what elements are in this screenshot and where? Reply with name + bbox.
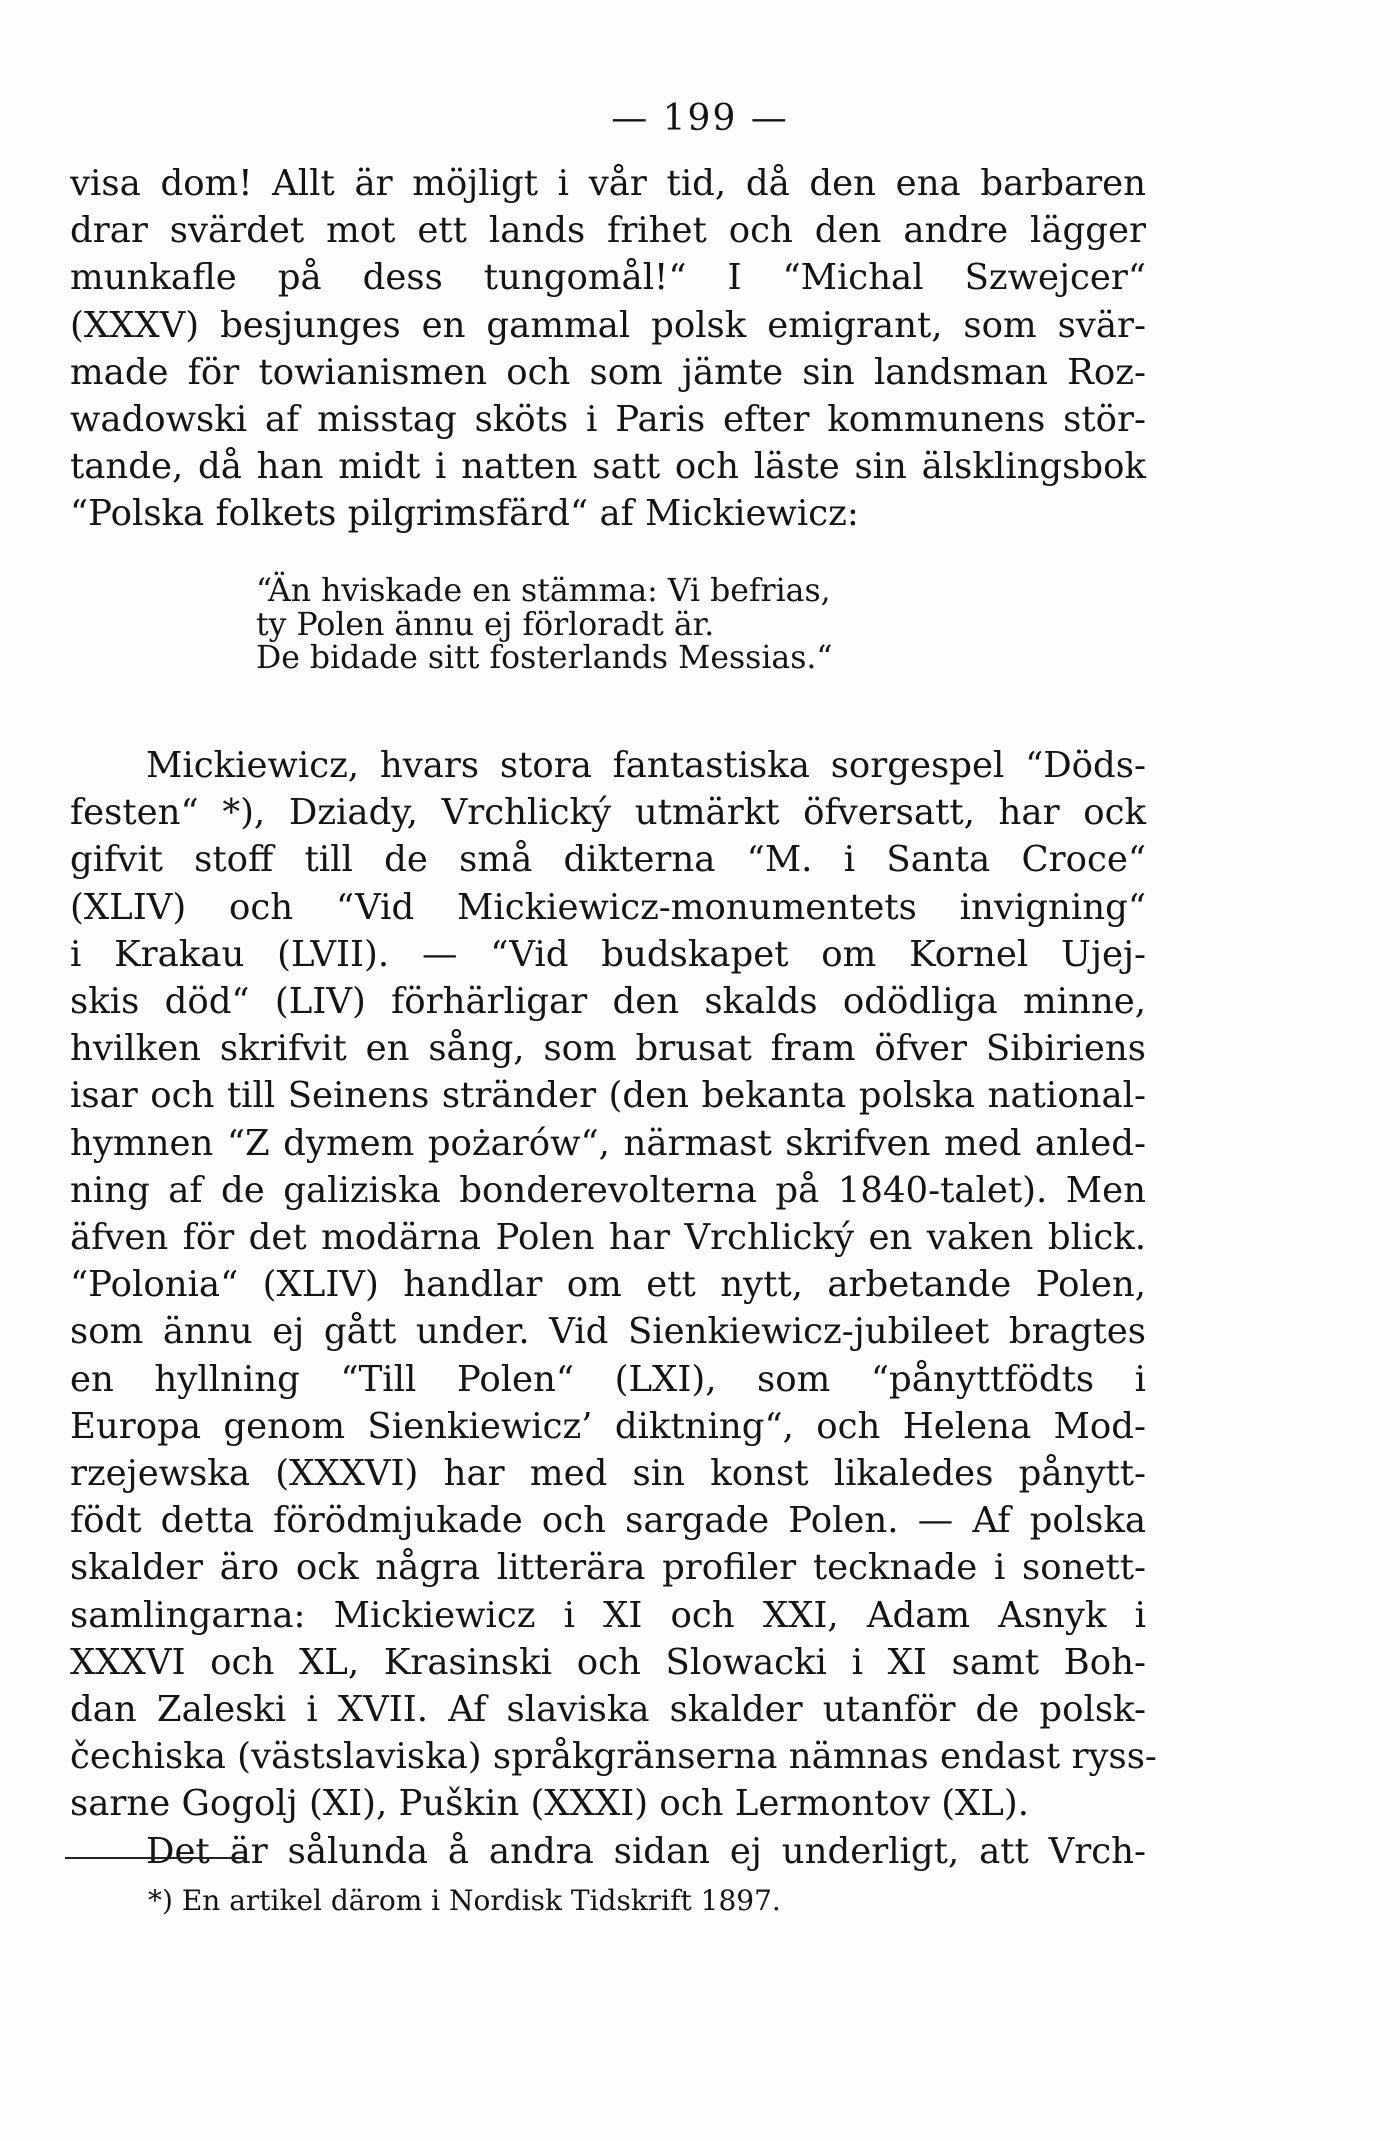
text-line: visa dom! Allt är möjligt i vår tid, då den ena barbaren [70,163,1146,204]
text-line: skalder äro ock några litterära profiler tecknade i sonett- [70,1547,1146,1589]
footnote-divider [65,1857,247,1859]
text-line: made för towianismen och som jämte sin landsman Roz- [70,351,1146,393]
text-line: hvilken skrifvit en sång, som brusat fram öfver Sibiriens [70,1028,1146,1070]
text-line: som ännu ej gått under. Vid Sienkiewicz-jubileet bragtes [70,1311,1146,1353]
text-line: hymnen “Z dymem pożarów“, närmast skrifven med anled- [70,1122,1146,1164]
text-line: rzejewska (XXXVI) har med sin konst likaledes pånytt- [70,1453,1146,1495]
text-line: (XXXV) besjunges en gammal polsk emigrant, som svär- [70,304,1146,346]
footnote: *) En artikel därom i Nordisk Tidskrift 1897. [148,1884,781,1917]
verse-quote [256,575,832,676]
text-line: samlingarna: Mickiewicz i XI och XXI, Adam Asnyk i [70,1594,1146,1636]
text-line: isar och till Seinens stränder (den bekanta polska national- [70,1075,1146,1117]
text-line: “Polonia“ (XLIV) handlar om ett nytt, arbetande Polen, [70,1264,1146,1306]
verse-line: ty Polen ännu ej förloradt är. [256,606,715,643]
paragraph-2 [70,742,1157,1875]
text-line: äfven för det modärna Polen har Vrchlický en vaken blick. [70,1217,1146,1259]
verse-line: “Än hviskade en stämma: Vi befrias, [256,573,831,609]
text-line: Mickiewicz, hvars stora fantastiska sorgespel “Döds- [146,745,1146,786]
text-line: i Krakau (LVII). — “Vid budskapet om Kornel Ujej- [70,933,1146,975]
verse-line: De bidade sitt fosterlands Messias.“ [256,640,833,676]
text-line: munkafle på dess tungomål!“ I “Michal Szwejcer“ [70,257,1146,299]
page-number: — 199 — [611,98,789,139]
text-line: sarne Gogolj (XI), Puškin (XXXI) och Lermontov (XL). [70,1783,1030,1825]
text-line: födt detta förödmjukade och sargade Polen. — Af polska [70,1500,1146,1542]
text-line: en hyllning “Till Polen“ (LXI), som “pånyttfödts i [70,1358,1146,1400]
paragraph-3-line: Det är sålunda å andra sidan ej underligt, att Vrch- [146,1830,1146,1872]
text-line: tande, då han midt i natten satt och läste sin älsklingsbok [70,446,1146,488]
text-line: skis död“ (LIV) förhärligar den skalds odödliga minne, [70,981,1146,1023]
text-line: festen“ *), Dziady, Vrchlický utmärkt öfversatt, har ock [70,792,1146,834]
text-line: ning af de galiziska bonderevolterna på 1840-talet). Men [70,1169,1146,1211]
text-line: (XLIV) och “Vid Mickiewicz-monumentets invigning“ [70,886,1146,928]
text-line: drar svärdet mot ett lands frihet och den andre lägger [70,210,1146,252]
text-line: dan Zaleski i XVII. Af slaviska skalder utanför de polsk- [70,1689,1146,1731]
paragraph-1 [70,160,1146,538]
text-line: čechiska (västslaviska) språkgränserna nämnas endast ryss- [70,1736,1157,1778]
text-line: “Polska folkets pilgrimsfärd“ af Mickiewicz: [70,493,859,535]
text-line: gifvit stoff till de små dikterna “M. i Santa Croce“ [70,839,1146,881]
text-line: wadowski af misstag sköts i Paris efter kommunens stör- [70,399,1146,441]
text-line: Europa genom Sienkiewicz’ diktning“, och Helena Mod- [70,1405,1146,1447]
text-line: XXXVI och XL, Krasinski och Slowacki i XI samt Boh- [70,1641,1146,1683]
